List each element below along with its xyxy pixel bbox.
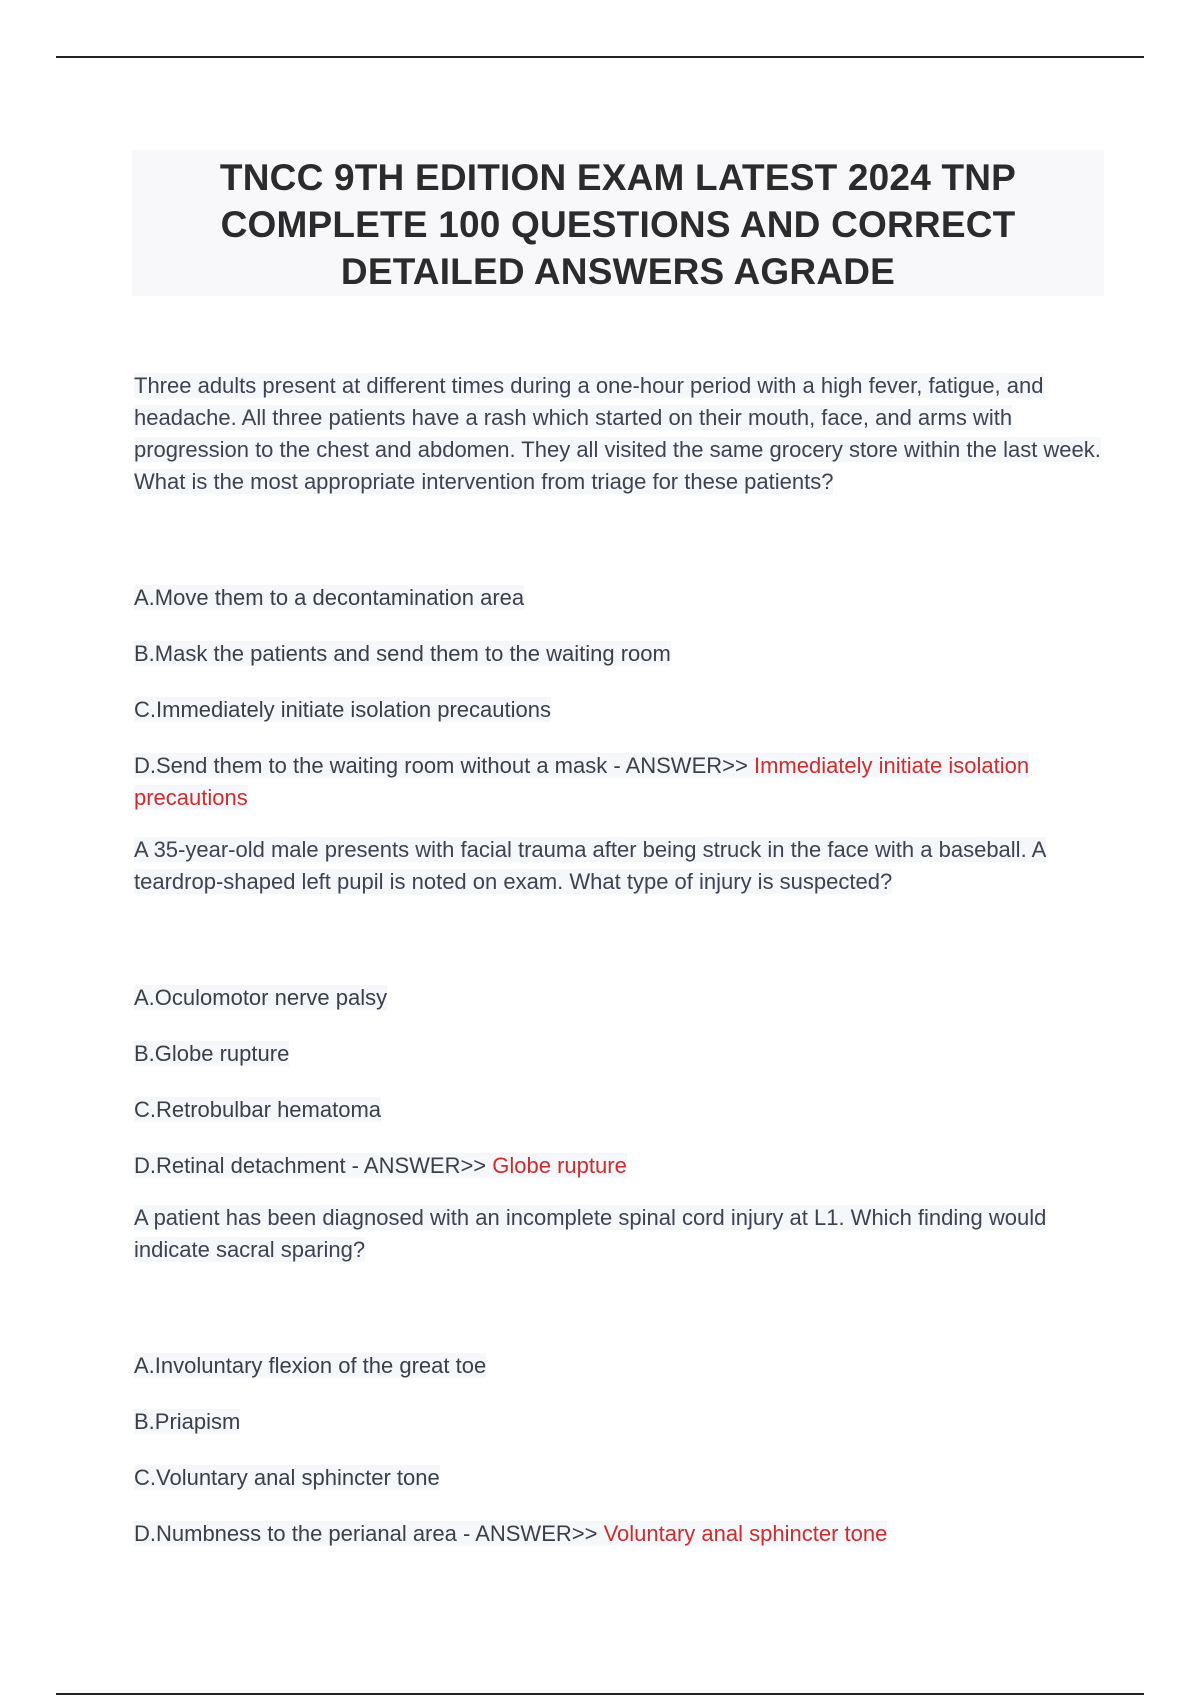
q1-option-a: A.Move them to a decontamination area [134, 585, 525, 610]
q3-option-c: C.Voluntary anal sphincter tone [134, 1465, 440, 1490]
title-line-3: DETAILED ANSWERS AGRADE [340, 251, 896, 292]
q2-answer: Globe rupture [492, 1153, 627, 1178]
q1-option-d: D.Send them to the waiting room without a mask - ANSWER>> Immediately initiate isolation precautions [134, 753, 1030, 810]
q2-option-d: D.Retinal detachment - ANSWER>> Globe rupture [134, 1153, 627, 1178]
questions-list [134, 370, 1104, 1570]
q2-option-c: C.Retrobulbar hematoma [134, 1097, 382, 1122]
q2-option-b: B.Globe rupture [134, 1041, 290, 1066]
title-line-2: COMPLETE 100 QUESTIONS AND CORRECT [220, 204, 1016, 245]
q1-option-c: C.Immediately initiate isolation precautions [134, 697, 551, 722]
q3-option-d: D.Numbness to the perianal area - ANSWER>> Voluntary anal sphincter tone [134, 1521, 888, 1546]
q3-option-b: B.Priapism [134, 1409, 241, 1434]
answer-prefix: - ANSWER>> [456, 1521, 604, 1546]
question-2-text: A 35-year-old male presents with facial trauma after being struck in the face with a baseball. A teardrop-shaped left pupil is noted on exam. What type of injury is suspected? [134, 837, 1047, 894]
top-rule [56, 56, 1144, 58]
question-1 [134, 370, 1104, 498]
q2-option-a: A.Oculomotor nerve palsy [134, 985, 388, 1010]
question-2 [134, 834, 1104, 898]
q1-option-b: B.Mask the patients and send them to the waiting room [134, 641, 671, 666]
answer-prefix: - ANSWER>> [607, 753, 754, 778]
document-title [132, 150, 1104, 296]
q3-answer: Voluntary anal sphincter tone [603, 1521, 888, 1546]
q1-answer: Immediately initiate isolation precautions [134, 753, 1030, 810]
question-3 [134, 1202, 1104, 1266]
answer-prefix: - ANSWER>> [345, 1153, 493, 1178]
title-line-1: TNCC 9TH EDITION EXAM LATEST 2024 TNP [219, 157, 1017, 198]
q3-option-a: A.Involuntary flexion of the great toe [134, 1353, 487, 1378]
question-3-text: A patient has been diagnosed with an incomplete spinal cord injury at L1. Which finding would indicate sacral sparing? [134, 1205, 1047, 1262]
bottom-rule [56, 1693, 1144, 1695]
question-1-text: Three adults present at different times during a one-hour period with a high fever, fatigue, and headache. All three patients have a rash which started on their mouth, face, and arms with progression to the chest and abdomen. They all visited the same grocery store within the last week. What is the most appropriate intervention from triage for these patients? [134, 373, 1101, 494]
